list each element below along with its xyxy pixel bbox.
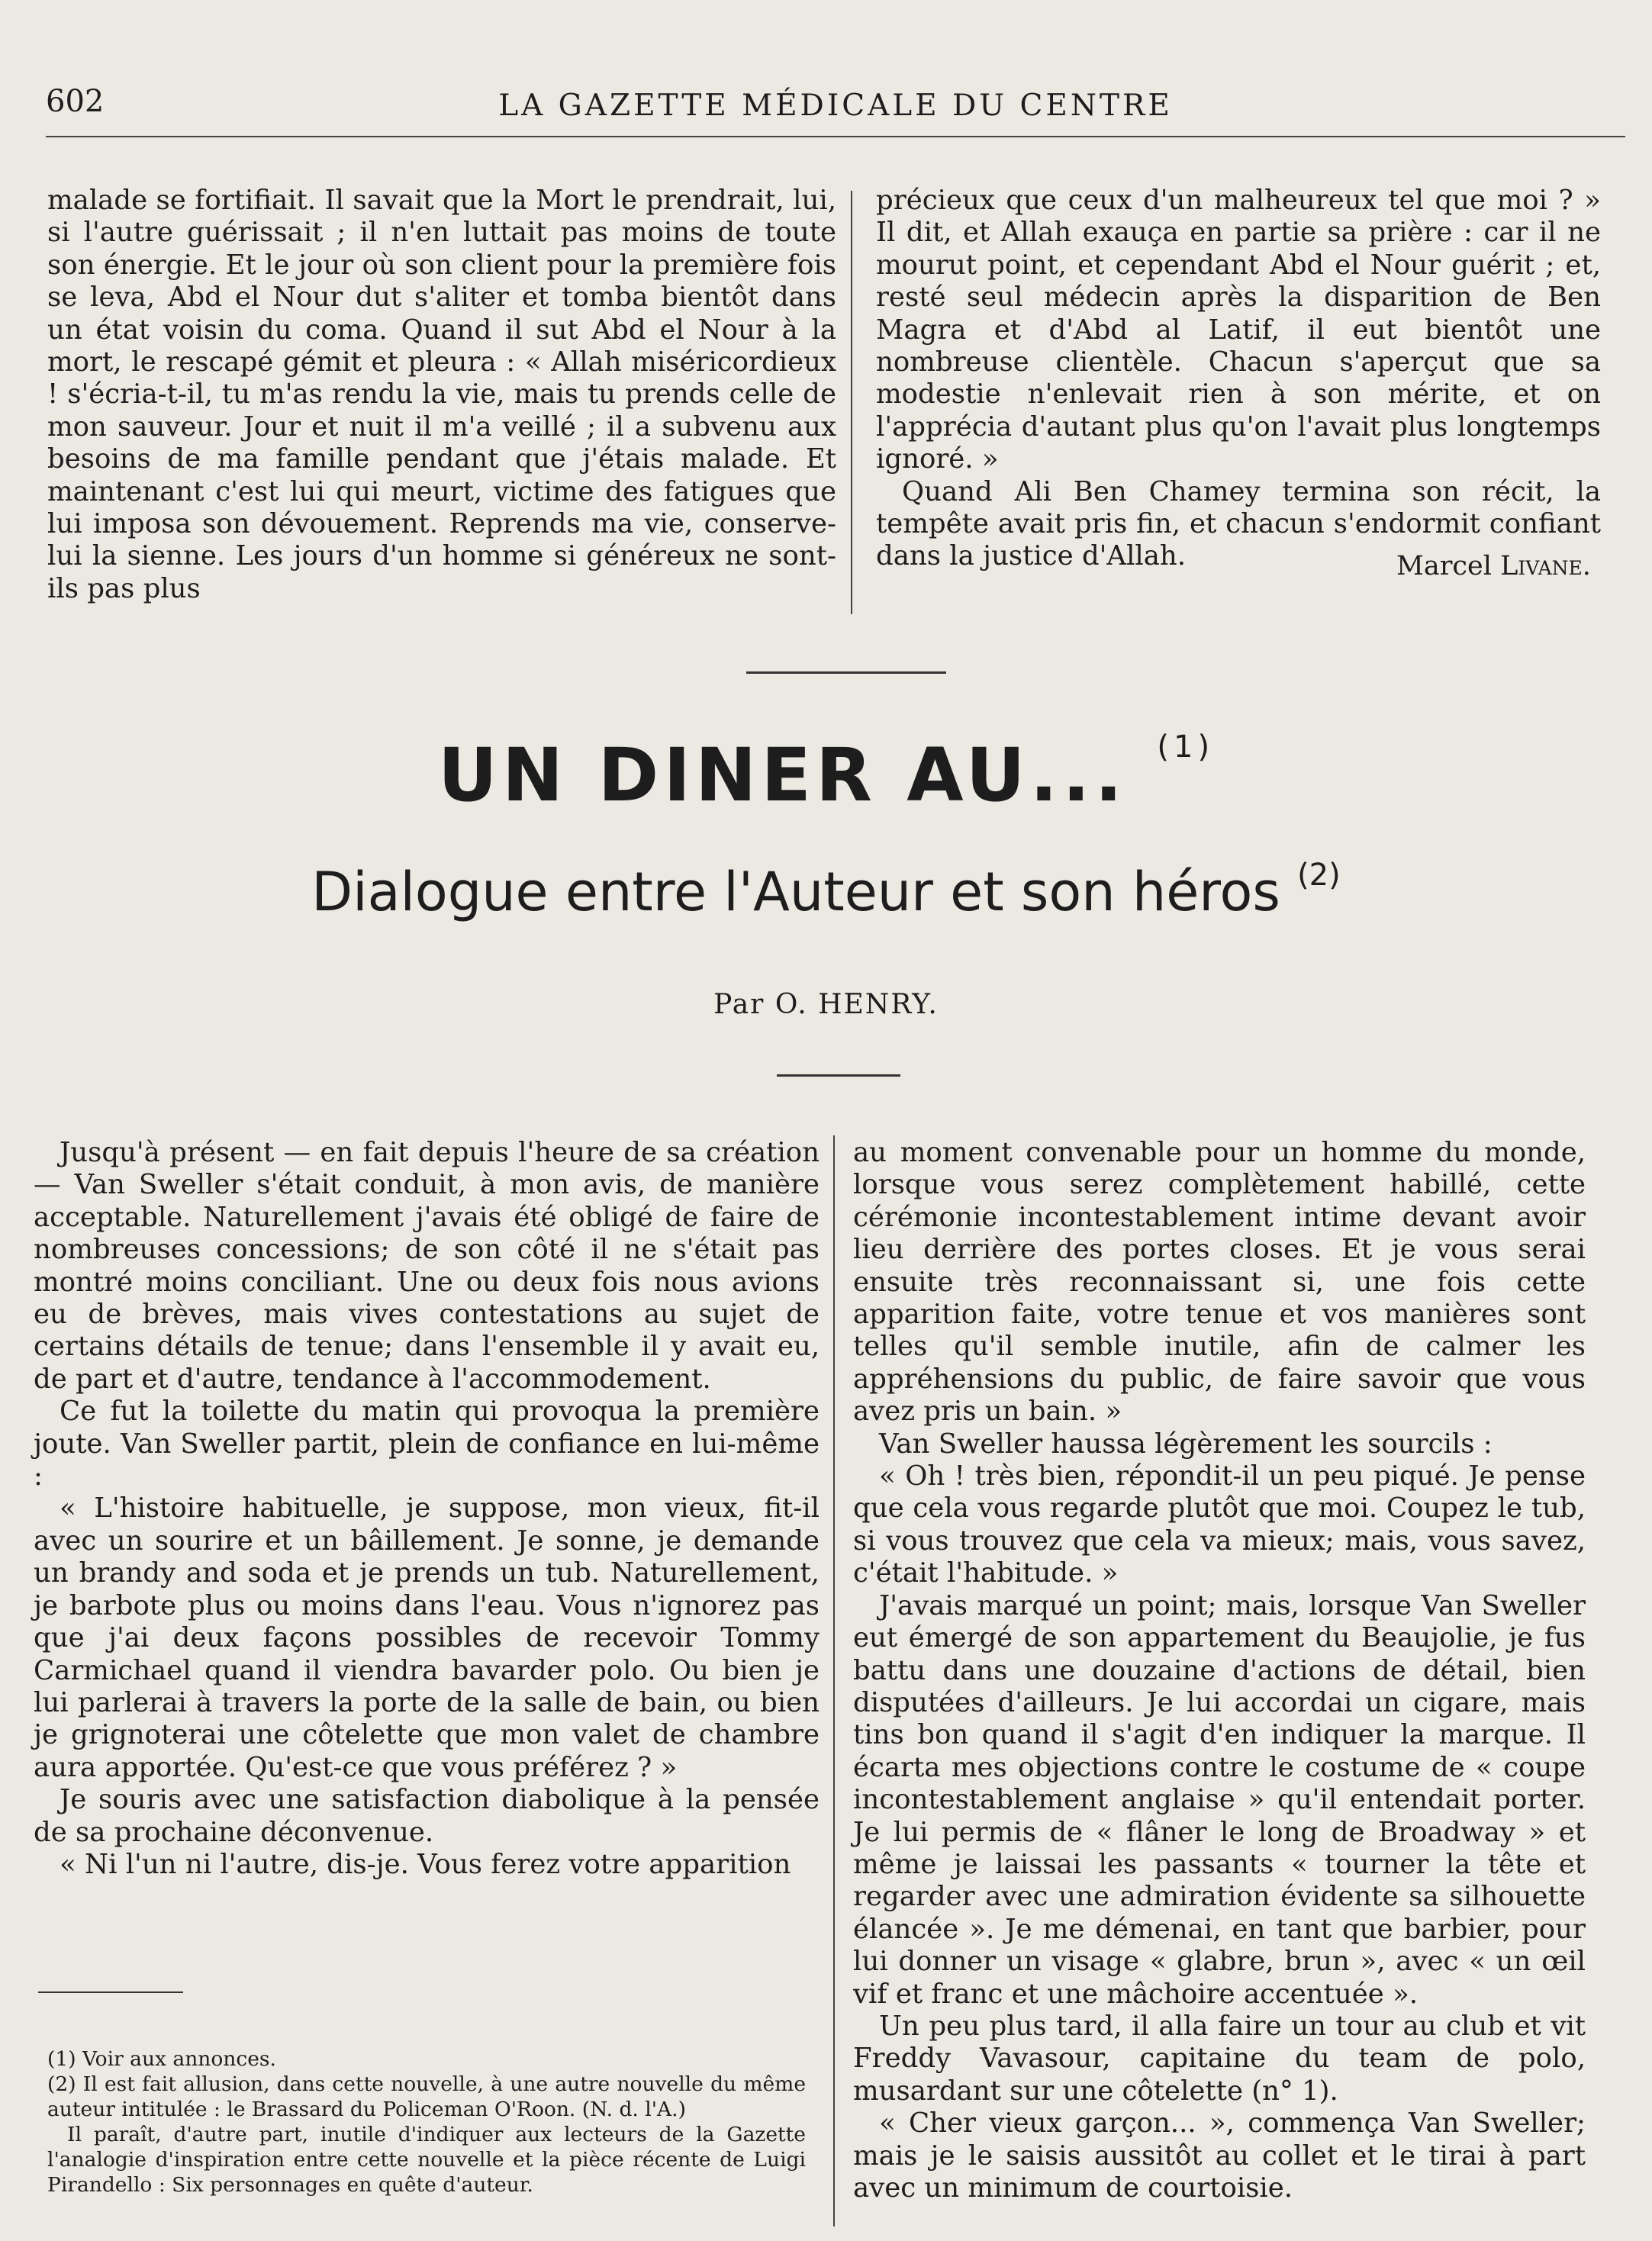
previous-story-right-column: [876, 185, 1601, 573]
paragraph: Quand Ali Ben Chamey termina son récit, la tempête avait pris fin, et chacun s'endormit confiant dans la justice d'Allah.: [876, 475, 1601, 572]
title-footnote-ref: (1): [1157, 729, 1215, 765]
paragraph: « Oh ! très bien, répondit-il un peu piqué. Je pense que cela vous regarde plutôt que moi. Coupez le tub, si vous trouvez que cela va mieux; mais, vous savez, c'était l'habitude. »: [853, 1460, 1586, 1589]
title-text: UN DINER AU...: [437, 733, 1127, 818]
paragraph: « L'histoire habituelle, je suppose, mon vieux, fit-il avec un sourire et un bâillement. Je sonne, je demande un brandy and soda et je prends un tub. Naturellement, je barbote plus ou moins dans l'eau. Vous n'ignorez pas que j'ai deux façons possibles de recevoir Tommy Carmichael quand il viendra bavarder polo. Ou bien je lui parlerai à travers la porte de la salle de bain, ou bien je grignoterai une côtelette que mon valet de chambre aura apportée. Qu'est-ce que vous préférez ? »: [34, 1492, 820, 1783]
paragraph: Un peu plus tard, il alla faire un tour au club et vit Freddy Vavasour, capitaine du team de polo, musardant sur une côtelette (n° 1).: [853, 2010, 1586, 2107]
journal-title: LA GAZETTE MÉDICALE DU CENTRE: [498, 89, 1173, 123]
article-left-column: [34, 1137, 820, 1881]
paragraph: Ce fut la toilette du matin qui provoqua la première joute. Van Sweller partit, plein de confiance en lui-même :: [34, 1396, 820, 1492]
footnote: Il paraît, d'autre part, inutile d'indiquer aux lecteurs de la Gazette l'analogie d'inspiration entre cette nouvelle et la pièce récente de Luigi Pirandello : Six personnages en quête d'auteur.: [47, 2123, 806, 2197]
signature-first-name: Marcel: [1396, 551, 1492, 581]
byline: Par O. HENRY.: [713, 989, 939, 1020]
section-divider: [746, 671, 946, 674]
subtitle-footnote-ref: (2): [1297, 858, 1341, 893]
footnote-rule: [38, 1991, 183, 1993]
paragraph: au moment convenable pour un homme du monde, lorsque vous serez complètement habillé, cette cérémonie incontestablement intime devant avoir lieu derrière des portes closes. Et je vous serai ensuite très reconnaissant si, une fois cette apparition faite, votre tenue et vos manières sont telles qu'il semble inutile, afin de calmer les appréhensions du public, de faire savoir que vous avez pris un bain. »: [853, 1137, 1586, 1428]
paragraph: Van Sweller haussa légèrement les sourcils :: [879, 1428, 1493, 1460]
byline-divider: [777, 1074, 900, 1077]
paragraph: « Ni l'un ni l'autre, dis-je. Vous ferez votre apparition: [60, 1848, 791, 1880]
footnotes: [47, 2046, 806, 2198]
footnote: (1) Voir aux annonces.: [47, 2047, 276, 2071]
article-subtitle: [0, 858, 1652, 923]
signature-last-name: Livane.: [1500, 551, 1591, 581]
article-title: [0, 729, 1652, 818]
paragraph: Je souris avec une satisfaction diabolique à la pensée de sa prochaine déconvenue.: [34, 1784, 820, 1848]
page-number: 602: [46, 84, 105, 119]
running-header: [46, 84, 1625, 130]
article-right-column: [853, 1137, 1586, 2204]
paragraph: précieux que ceux d'un malheureux tel que moi ? » Il dit, et Allah exauça en partie sa prière : car il ne mourut point, et cependant Abd el Nour guérit ; et, resté seul médecin après la disparition de Ben Magra et d'Abd al Latif, il eut bientôt une nombreuse clientèle. Chacun s'aperçut que sa modestie n'enlevait rien à son mérite, et on l'apprécia d'autant plus qu'on l'avait plus longtemps ignoré. »: [876, 185, 1601, 475]
author-signature: [1396, 551, 1591, 581]
paragraph: malade se fortifiait. Il savait que la Mort le prendrait, lui, si l'autre guérissait ; il n'en luttait pas moins de toute son énergie. Et le jour où son client pour la première fois se leva, Abd el Nour dut s'aliter et tomba bientôt dans un état voisin du coma. Quand il sut Abd el Nour à la mort, le rescapé gémit et pleura : « Allah miséricordieux ! s'écria-t-il, tu m'as rendu la vie, mais tu prends celle de mon sauveur. Jour et nuit il m'a veillé ; il a subvenu aux besoins de ma famille pendant que j'étais malade. Et maintenant c'est lui qui meurt, victime des fatigues que lui imposa son dévouement. Reprends ma vie, conserve-lui la sienne. Les jours d'un homme si généreux ne sont-ils pas plus: [47, 185, 836, 604]
paragraph: J'avais marqué un point; mais, lorsque Van Sweller eut émergé de son appartement du Beaujolie, je fus battu dans une douzaine d'actions de détail, bien disputées d'ailleurs. Je lui accordai un cigare, mais tins bon quand il s'agit d'en indiquer la marque. Il écarta mes objections contre le costume de « coupe incontestablement anglaise » qu'il entendait porter. Je lui permis de « flâner le long de Broadway » et même je laissai les passants « tourner la tête et regarder avec une admiration évidente sa silhouette élancée ». Je me démenai, en tant que barbier, pour lui donner un visage « glabre, brun », avec « un œil vif et franc et une mâchoire accentuée ».: [853, 1589, 1586, 2010]
header-rule: [46, 136, 1625, 137]
previous-story-left-column: [47, 185, 836, 605]
subtitle-text: Dialogue entre l'Auteur et son héros: [311, 861, 1280, 923]
column-divider: [833, 1135, 835, 2227]
paragraph: « Cher vieux garçon... », commença Van Sweller; mais je le saisis aussitôt au collet et le tirai à part avec un minimum de courtoisie.: [853, 2107, 1586, 2204]
footnote: (2) Il est fait allusion, dans cette nouvelle, à une autre nouvelle du même auteur intitulée : le Brassard du Policeman O'Roon. (N. d. l'A.): [47, 2072, 806, 2121]
paragraph: Jusqu'à présent — en fait depuis l'heure de sa création — Van Sweller s'était conduit, à mon avis, de manière acceptable. Naturellement j'avais été obligé de faire de nombreuses concessions; de son côté il ne s'était pas montré moins conciliant. Une ou deux fois nous avions eu de brèves, mais vives contestations au sujet de certains détails de tenue; dans l'ensemble il y avait eu, de part et d'autre, tendance à l'accommodement.: [34, 1137, 820, 1395]
column-divider: [851, 191, 852, 614]
